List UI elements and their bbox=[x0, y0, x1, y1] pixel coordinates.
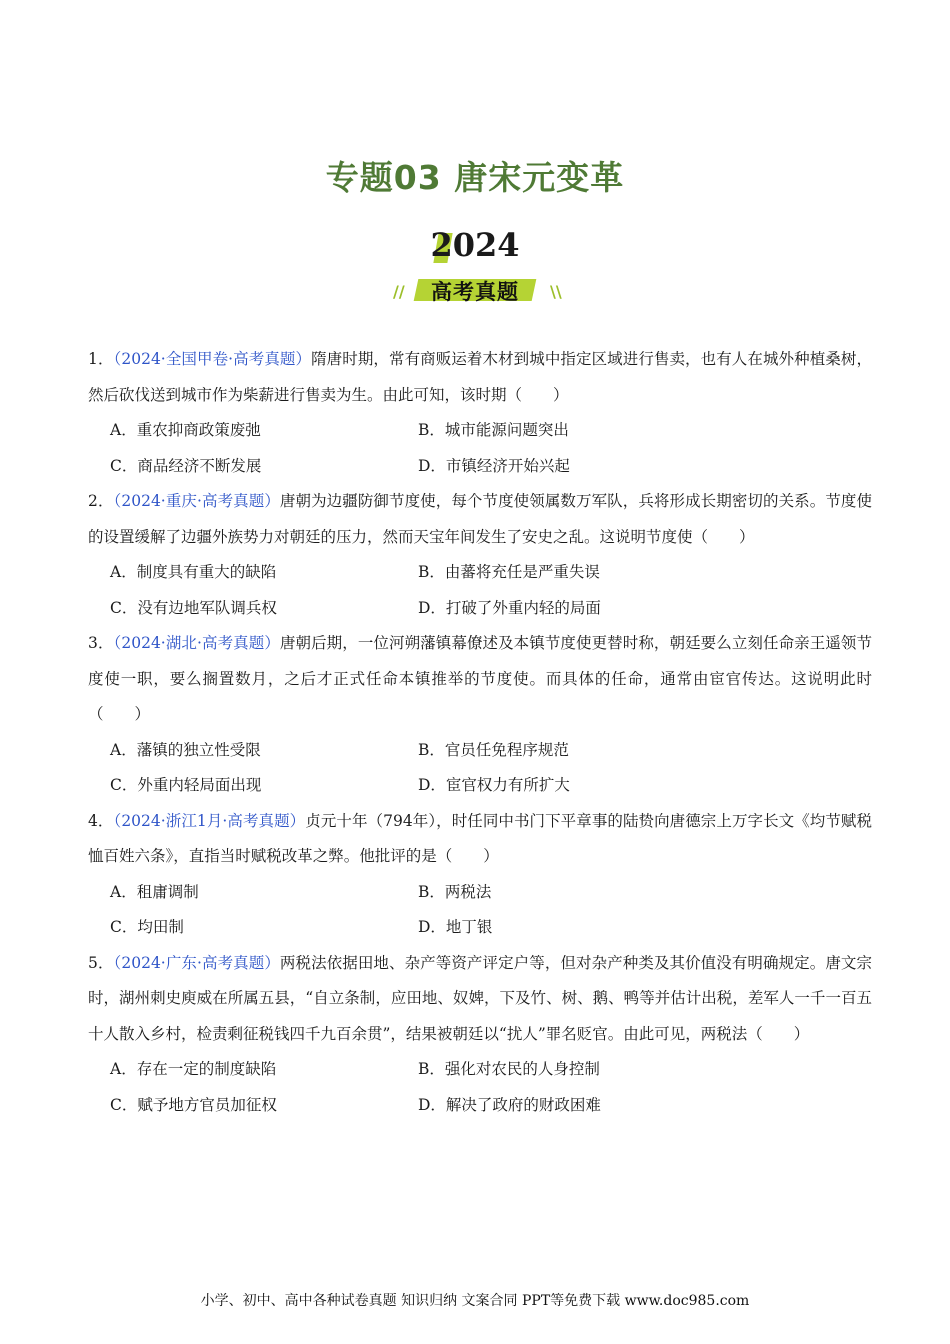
option-c: C．赋予地方官员加征权 bbox=[110, 1095, 277, 1114]
option-c: C．没有边地军队调兵权 bbox=[110, 598, 277, 617]
option-d: D．地丁银 bbox=[418, 918, 493, 936]
option-c: C．商品经济不断发展 bbox=[110, 456, 262, 475]
question-source: （2024·重庆·高考真题） bbox=[113, 492, 280, 510]
option-c: C．均田制 bbox=[110, 918, 184, 936]
option-a: A．藩镇的独立性受限 bbox=[110, 740, 261, 759]
question-source: （2024·全国甲卷·高考真题） bbox=[113, 350, 312, 368]
option-b: B．强化对农民的人身控制 bbox=[418, 1060, 600, 1078]
question-source: （2024·湖北·高考真题） bbox=[113, 634, 280, 652]
question-5 bbox=[88, 946, 872, 1124]
option-b: B．城市能源问题突出 bbox=[418, 421, 569, 439]
question-stem: 两税法依据田地、杂产等资产评定户等，但对杂产种类及其价值没有明确规定。唐文宗时，湖州刺史庾威在所属五县，“自立条制，应田地、奴婢，下及竹、树、鹅、鸭等并估计出税，差军人一千一百五十人散入乡村，检责剩征税钱四千九百余贯”，结果被朝廷以“扰人”罪名贬官。由此可见，两税法（ ） bbox=[88, 953, 872, 1043]
question-number: 3． bbox=[88, 634, 114, 652]
banner-deco-right: \\ bbox=[550, 282, 562, 301]
banner-deco-left: // bbox=[393, 282, 405, 301]
footer-text: 小学、初中、高中各种试卷真题 知识归纳 文案合同 PPT等免费下载 www.doc985.com bbox=[200, 1293, 750, 1309]
year-heading: 2024 bbox=[430, 226, 520, 264]
option-d: D．解决了政府的财政困难 bbox=[418, 1095, 601, 1114]
option-a: A．制度具有重大的缺陷 bbox=[110, 563, 277, 581]
option-b: B．由蕃将充任是严重失误 bbox=[418, 563, 600, 581]
exam-banner bbox=[408, 276, 542, 302]
option-d: D．宦官权力有所扩大 bbox=[418, 776, 570, 794]
option-a: A．租庸调制 bbox=[110, 882, 199, 901]
question-list bbox=[88, 342, 872, 1123]
question-stem: 隋唐时期，常有商贩运着木材到城中指定区域进行售卖，也有人在城外种植桑树，然后砍伐送到城市作为柴薪进行售卖为生。由此可知，该时期（ ） bbox=[88, 350, 872, 404]
banner-label: 高考真题 bbox=[431, 280, 519, 304]
question-1 bbox=[88, 342, 872, 484]
option-d: D．市镇经济开始兴起 bbox=[418, 456, 570, 475]
option-c: C．外重内轻局面出现 bbox=[110, 776, 262, 794]
question-source: （2024·浙江1月·高考真题） bbox=[113, 811, 306, 830]
option-a: A．重农抑商政策废弛 bbox=[110, 421, 261, 439]
question-3 bbox=[88, 626, 872, 804]
option-a: A．存在一定的制度缺陷 bbox=[110, 1060, 277, 1078]
question-stem: 唐朝为边疆防御节度使，每个节度使领属数万军队，兵将形成长期密切的关系。节度使的设置缓解了边疆外族势力对朝廷的压力，然而天宝年间发生了安史之乱。这说明节度使（ ） bbox=[88, 492, 872, 546]
page-title: 专题03 唐宋元变革 bbox=[325, 158, 625, 197]
question-number: 5． bbox=[88, 953, 114, 972]
question-2 bbox=[88, 484, 872, 626]
question-stem: 唐朝后期，一位河朔藩镇幕僚述及本镇节度使更替时称，朝廷要么立刻任命亲王遥领节度使一职，要么搁置数月，之后才正式任命本镇推举的节度使。而具体的任命，通常由宦官传达。这说明此时（ ） bbox=[88, 634, 872, 723]
option-b: B．官员任免程序规范 bbox=[418, 740, 569, 759]
question-number: 2． bbox=[88, 492, 114, 510]
question-stem: 贞元十年（794年），时任同中书门下平章事的陆贽向唐德宗上万字长文《均节赋税恤百姓六条》，直指当时赋税改革之弊。他批评的是（ ） bbox=[88, 811, 872, 865]
question-source: （2024·广东·高考真题） bbox=[113, 953, 280, 972]
question-4 bbox=[88, 804, 872, 946]
option-b: B．两税法 bbox=[418, 882, 492, 901]
option-d: D．打破了外重内轻的局面 bbox=[418, 598, 601, 617]
question-number: 4． bbox=[88, 811, 114, 830]
question-number: 1． bbox=[88, 350, 114, 368]
